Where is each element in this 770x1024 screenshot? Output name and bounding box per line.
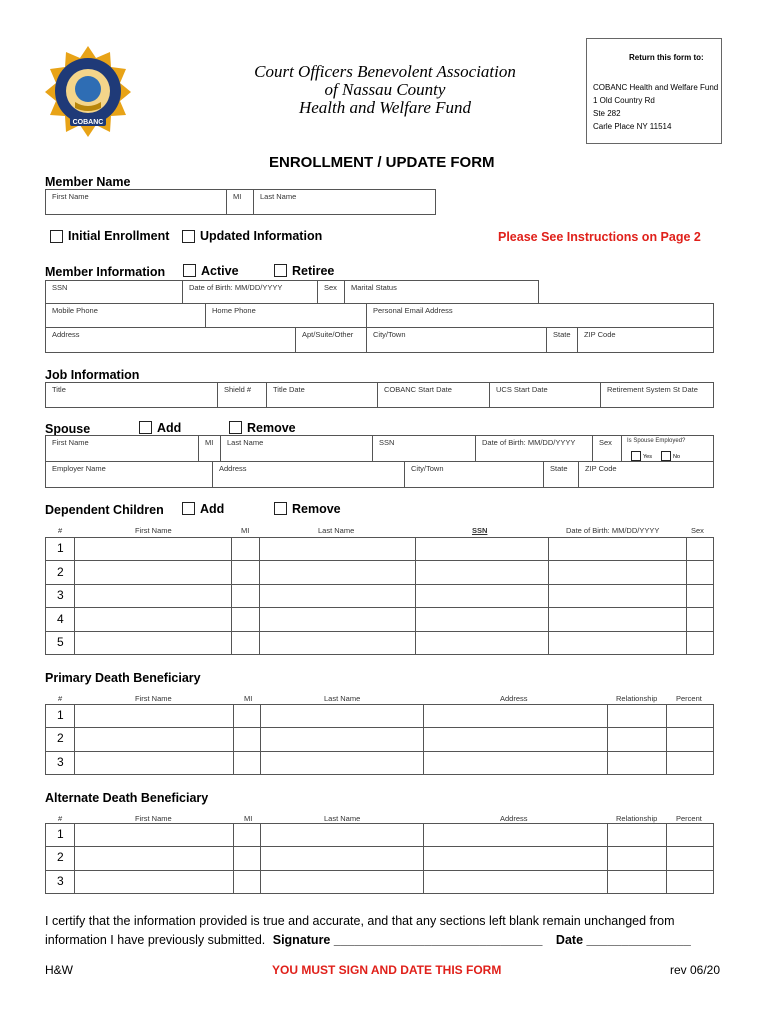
dependents-col-first: First Name [135,526,172,535]
member-name-heading: Member Name [45,175,131,189]
footer-left: H&W [45,963,73,977]
job-title-date-field[interactable]: Title Date [266,382,378,408]
dependents-col-dob: Date of Birth: MM/DD/YYYY [566,526,660,535]
spouse-employed-no-label: No [673,454,681,460]
dependents-col-mi: MI [241,526,250,535]
return-line2: 1 Old Country Rd [593,96,655,105]
member-mi-field[interactable]: MI [226,189,254,215]
spouse-mi-field[interactable]: MI [198,435,221,462]
primary-col-relationship: Relationship [616,694,658,703]
footer-revision: rev 06/20 [670,963,721,977]
active-label: Active [201,264,239,278]
primary-grid [45,704,714,775]
dependents-remove-checkbox[interactable] [274,502,287,515]
alternate-col-last: Last Name [324,814,361,823]
dependent-children-heading: Dependent Children [45,503,164,517]
member-home-phone-field[interactable]: Home Phone [205,303,367,328]
member-ssn-field[interactable]: SSN [45,280,183,304]
svg-text:COBANC: COBANC [72,119,104,126]
member-apt-field[interactable]: Apt/Suite/Other [295,327,367,353]
member-dob-field[interactable]: Date of Birth: MM/DD/YYYY [182,280,318,304]
initial-enrollment-label: Initial Enrollment [68,229,170,243]
spouse-state-field[interactable]: State [543,461,579,488]
spouse-employed-yes-checkbox[interactable] [631,451,641,461]
date-line[interactable]: _______________ [586,933,691,947]
dependents-add-checkbox[interactable] [182,502,195,515]
seal-icon [45,44,131,138]
primary-row-1: 1 [57,708,64,722]
dependents-row-4: 4 [57,612,64,626]
dependents-col-num: # [58,526,63,535]
primary-col-num: # [58,694,63,703]
member-first-name-field[interactable]: First Name [45,189,227,215]
primary-col-mi: MI [244,694,253,703]
member-state-field[interactable]: State [546,327,578,353]
member-zip-field[interactable]: ZIP Code [577,327,714,353]
cobanc-logo [45,44,131,138]
updated-information-checkbox[interactable] [182,230,195,243]
spouse-first-name-field[interactable]: First Name [45,435,199,462]
spouse-remove-checkbox[interactable] [229,421,242,434]
member-city-field[interactable]: City/Town [366,327,547,353]
spouse-ssn-field[interactable]: SSN [372,435,476,462]
job-shield-field[interactable]: Shield # [217,382,267,408]
spouse-last-name-field[interactable]: Last Name [220,435,373,462]
signature-label: Signature [272,933,331,947]
alternate-row-1: 1 [57,827,64,841]
date-label: Date [555,933,584,947]
spouse-dob-field[interactable]: Date of Birth: MM/DD/YYYY [475,435,593,462]
org-title [230,63,540,117]
primary-beneficiary-table [45,704,714,775]
member-address-field[interactable]: Address [45,327,296,353]
spouse-remove-label: Remove [247,421,296,435]
dependents-grid [45,537,714,655]
spouse-city-field[interactable]: City/Town [404,461,544,488]
retiree-checkbox[interactable] [274,264,287,277]
return-title: Return this form to: [629,53,704,62]
dependents-row-5: 5 [57,635,64,649]
initial-enrollment-checkbox[interactable] [50,230,63,243]
spouse-employer-field[interactable]: Employer Name [45,461,213,488]
updated-information-label: Updated Information [200,229,323,243]
member-information-heading: Member Information [45,265,166,279]
alternate-beneficiary-table [45,823,714,894]
spouse-employed-label: Is Spouse Employed? [627,438,686,444]
return-address-box [586,38,722,144]
alternate-col-relationship: Relationship [616,814,658,823]
spouse-employed-field [621,435,714,462]
job-retirement-start-field[interactable]: Retirement System St Date [600,382,714,408]
org-line3: Health and Welfare Fund [298,98,472,117]
active-checkbox[interactable] [183,264,196,277]
signature-line[interactable]: ______________________________ [333,933,543,947]
job-ucs-start-field[interactable]: UCS Start Date [489,382,601,408]
spouse-add-label: Add [157,421,182,435]
alternate-row-3: 3 [57,874,64,888]
org-line2: of Nassau County [324,80,446,99]
alternate-col-first: First Name [135,814,172,823]
primary-col-percent: Percent [676,694,702,703]
primary-row-2: 2 [57,731,64,745]
certification-line2-text: information I have previously submitted. [45,933,266,947]
member-sex-field[interactable]: Sex [317,280,345,304]
alternate-col-mi: MI [244,814,253,823]
member-marital-field[interactable]: Marital Status [344,280,539,304]
spouse-employed-yes-label: Yes [643,454,652,460]
retiree-label: Retiree [292,264,335,278]
member-mobile-field[interactable]: Mobile Phone [45,303,206,328]
dependents-add-label: Add [200,502,225,516]
certification-line2 [45,931,735,950]
primary-col-first: First Name [135,694,172,703]
alternate-grid [45,823,714,894]
return-line1: COBANC Health and Welfare Fund [593,83,719,92]
alternate-col-address: Address [500,814,528,823]
dependents-row-3: 3 [57,588,64,602]
form-title: ENROLLMENT / UPDATE FORM [269,154,495,171]
alternate-col-percent: Percent [676,814,702,823]
job-cobanc-start-field[interactable]: COBANC Start Date [377,382,490,408]
spouse-heading: Spouse [45,422,91,436]
spouse-zip-field[interactable]: ZIP Code [578,461,714,488]
dependents-remove-label: Remove [292,502,341,516]
primary-row-3: 3 [57,755,64,769]
primary-col-address: Address [500,694,528,703]
dependents-col-last: Last Name [318,526,355,535]
spouse-sex-field[interactable]: Sex [592,435,622,462]
job-title-field[interactable]: Title [45,382,218,408]
alternate-beneficiary-heading: Alternate Death Beneficiary [45,791,209,805]
dependents-row-2: 2 [57,565,64,579]
primary-beneficiary-heading: Primary Death Beneficiary [45,671,201,685]
footer-warning: YOU MUST SIGN AND DATE THIS FORM [272,963,502,977]
dependents-col-sex: Sex [691,526,704,535]
alternate-col-num: # [58,814,63,823]
certification-line1: I certify that the information provided is true and accurate, and that any sections left blank remain unchanged from [45,914,675,928]
certification-text [45,912,735,950]
member-email-field[interactable]: Personal Email Address [366,303,714,328]
member-last-name-field[interactable]: Last Name [253,189,436,215]
spouse-add-checkbox[interactable] [139,421,152,434]
instructions-note: Please See Instructions on Page 2 [498,230,701,244]
org-line1: Court Officers Benevolent Association [254,62,516,81]
return-line3: Ste 282 [593,109,621,118]
primary-col-last: Last Name [324,694,361,703]
dependents-row-1: 1 [57,541,64,555]
alternate-row-2: 2 [57,850,64,864]
spouse-address-field[interactable]: Address [212,461,405,488]
spouse-employed-no-checkbox[interactable] [661,451,671,461]
return-line4: Carle Place NY 11514 [593,122,672,131]
job-information-heading: Job Information [45,368,140,382]
dependents-col-ssn: SSN [472,526,488,535]
dependents-table [45,537,714,655]
